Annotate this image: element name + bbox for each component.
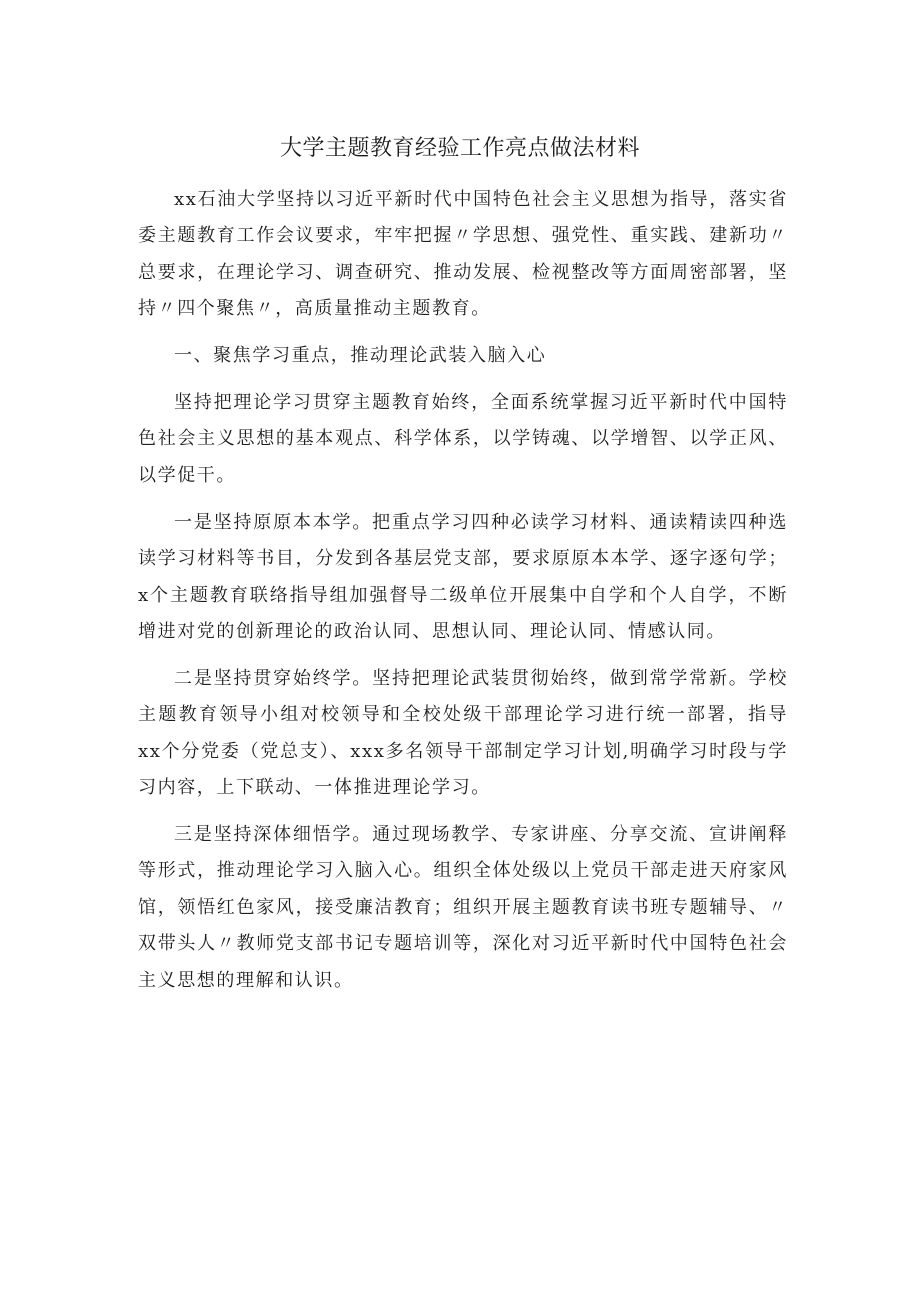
paragraph-point-1: 一是坚持原原本本学。把重点学习四种必读学习材料、通读精读四种选读学习材料等书目，分发到各基层党支部，要求原原本本学、逐字逐句学；x个主题教育联络指导组加强督导二级单位开展集中自学和个人自学，不断增进对党的创新理论的政治认同、思想认同、理论认同、情感认同。 [138,511,788,642]
paragraph-section-1-summary: 坚持把理论学习贯穿主题教育始终，全面系统掌握习近平新时代中国特色社会主义思想的基本观点、科学体系，以学铸魂、以学增智、以学正风、以学促干。 [138,392,788,486]
document-body [138,182,788,1010]
section-heading-1: 一、聚焦学习重点，推动理论武装入脑入心 [174,345,547,367]
paragraph-point-2: 二是坚持贯穿始终学。坚持把理论武装贯彻始终，做到常学常新。学校主题教育领导小组对校领导和全校处级干部理论学习进行统一部署，指导xx个分党委（党总支）、xxx多名领导干部制定学习计划,明确学习时段与学习内容，上下联动、一体推进理论学习。 [138,667,788,799]
paragraph-intro: xx石油大学坚持以习近平新时代中国特色社会主义思想为指导，落实省委主题教育工作会议要求，牢牢把握〃学思想、强党性、重实践、建新功〃总要求，在理论学习、调查研究、推动发展、检视整改等方面周密部署，坚持〃四个聚焦〃，高质量推动主题教育。 [138,189,788,320]
document-title: 大学主题教育经验工作亮点做法材料 [279,136,640,161]
paragraph-point-3: 三是坚持深体细悟学。通过现场教学、专家讲座、分享交流、宣讲阐释等形式，推动理论学习入脑入心。组织全体处级以上党员干部走进天府家风馆，领悟红色家风，接受廉洁教育；组织开展主题教育读书班专题辅导、〃双带头人〃教师党支部书记专题培训等，深化对习近平新时代中国特色社会主义思想的理解和认识。 [138,824,788,991]
